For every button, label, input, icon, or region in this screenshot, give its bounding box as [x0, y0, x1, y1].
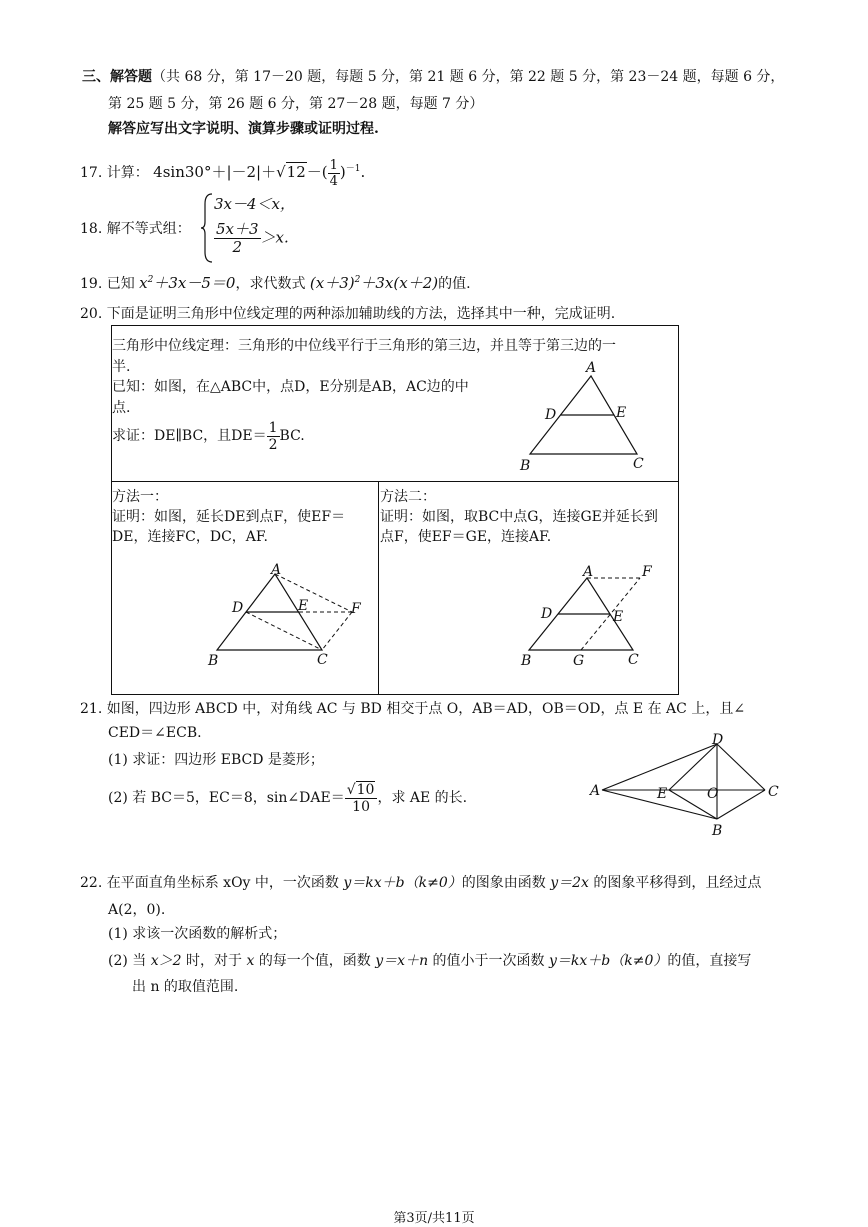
q19-mid: ，求代数式	[235, 276, 306, 292]
section-heading: 三、解答题	[82, 69, 152, 85]
svg-text:F: F	[642, 564, 652, 580]
q22-var-x: x	[246, 953, 255, 969]
q19-pre: 已知	[106, 276, 135, 292]
q20-method1-line2: DE，连接FC，DC，AF.	[112, 529, 268, 545]
q22-function-1: y＝kx＋b（k≠0）	[343, 875, 462, 891]
q18-inequality-1: 3x－4＜x，	[214, 195, 296, 213]
q20-box-divider-h	[111, 481, 678, 482]
q20-number: 20.	[80, 306, 103, 322]
q20-method1-line1: 证明：如图，延长DE到点F，使EF＝	[112, 509, 346, 525]
q22-part1: (1) 求该一次函数的解析式；	[108, 926, 287, 942]
svg-text:D: D	[712, 732, 724, 748]
svg-text:B: B	[521, 653, 532, 669]
q22-line2: A(2，0).	[108, 902, 166, 918]
section-instruction: 解答应写出文字说明、演算步骤或证明过程.	[108, 121, 379, 137]
svg-text:A: A	[586, 360, 597, 376]
q20-method2-line2: 点F，使EF＝GE，连接AF.	[380, 529, 552, 545]
section-heading-line1	[82, 66, 784, 86]
q17-number: 17.	[80, 165, 103, 181]
q21-part2-post: ，求 AE 的长.	[377, 790, 468, 806]
q18-inequality-2: $\frac{5x+3}{2}$ ＞x.	[216, 220, 289, 256]
q19	[80, 272, 471, 293]
q22-line1	[80, 872, 761, 892]
q22-part2-pre: (2) 当	[108, 953, 147, 969]
q20-figure-method2	[515, 560, 665, 672]
q21-number: 21.	[80, 701, 103, 717]
q21-text-2: CED＝∠ECB.	[108, 725, 202, 741]
svg-text:B: B	[712, 823, 723, 839]
svg-text:F: F	[351, 601, 361, 617]
q21-text-1: 如图，四边形 ABCD 中，对角线 AC 与 BD 相交于点 O，AB＝AD，OB＝OD，点 E 在 AC 上，且∠	[106, 701, 746, 717]
q20-prove-pre: 求证：DE∥BC，且DE＝	[112, 428, 267, 444]
q19-post: 的值.	[438, 276, 471, 292]
q22-text-post: 的图象平移得到，且经过点	[593, 875, 762, 891]
q20-theorem-2: 半.	[112, 359, 131, 375]
svg-text:A: A	[271, 562, 282, 578]
q20-theorem-1: 三角形中位线定理：三角形的中位线平行于三角形的第三边，并且等于第三边的一	[112, 338, 616, 354]
page-footer: 第3页/共11页	[393, 1211, 475, 1226]
q22-condition: x＞2	[150, 953, 182, 969]
q20-stem-line	[80, 303, 615, 323]
q19-number: 19.	[80, 276, 103, 292]
q17-expression: 4sin30°＋|－2|＋√12－( $\frac{1}{4}$ )$^{-1}$.	[153, 157, 366, 189]
svg-text:A: A	[583, 564, 594, 580]
svg-text:C: C	[768, 784, 779, 800]
q18-label: 解不等式组：	[106, 221, 191, 237]
q22-text-pre: 在平面直角坐标系 xOy 中，一次函数	[106, 875, 339, 891]
q20-method2-title: 方法二：	[380, 489, 436, 505]
q22-function-3: y＝x＋n	[375, 953, 429, 969]
q19-expression: $(x+3)^2+3x(x+2)$	[309, 274, 439, 292]
q17-label: 计算：	[106, 165, 149, 181]
q20-given-1: 已知：如图，在△ABC中，点D，E分别是AB，AC边的中	[112, 379, 469, 395]
q21-sin-fraction: $\frac{√10}{10}$	[345, 783, 378, 814]
section-score-info-2: 第 25 题 5 分，第 26 题 6 分，第 27－28 题，每题 7 分）	[108, 96, 484, 112]
svg-text:C: C	[628, 652, 639, 668]
q21-part2	[108, 776, 467, 820]
q19-equation: $x^2+3x-5=0$	[139, 274, 236, 292]
q21-part1: (1) 求证：四边形 EBCD 是菱形；	[108, 752, 324, 768]
svg-text:E: E	[657, 786, 668, 802]
q20-half-fraction: $\frac{1}{2}$	[268, 419, 278, 453]
svg-text:D: D	[541, 606, 553, 622]
q22-part2-c: 的值小于一次函数	[432, 953, 545, 969]
svg-text:O: O	[707, 786, 719, 802]
q22-part2-b: 的每一个值，函数	[258, 953, 371, 969]
svg-text:C: C	[633, 456, 644, 472]
q22-text-mid: 的图象由函数	[461, 875, 546, 891]
q21-part2-pre: (2) 若 BC＝5，EC＝8，sin∠DAE＝	[108, 790, 345, 806]
q20-prove	[112, 420, 305, 452]
q22-function-4: y＝kx＋b（k≠0）	[549, 953, 668, 969]
q22-part2-a: 时，对于	[186, 953, 242, 969]
q18	[80, 218, 191, 238]
q18-brace	[200, 192, 214, 264]
svg-text:D: D	[545, 407, 557, 423]
svg-text:C: C	[317, 652, 328, 668]
q20-figure-main	[515, 360, 655, 478]
q20-method1-title: 方法一：	[112, 489, 168, 505]
q22-part2-line2: 出 n 的取值范围.	[132, 979, 239, 995]
q20-method2-line1: 证明：如图，取BC中点G，连接GE并延长到	[380, 509, 658, 525]
q20-stem: 下面是证明三角形中位线定理的两种添加辅助线的方法，选择其中一种，完成证明.	[106, 306, 616, 322]
q21-line1	[80, 698, 745, 718]
svg-text:E: E	[616, 405, 627, 421]
svg-text:E: E	[298, 598, 309, 614]
q22-number: 22.	[80, 875, 103, 891]
svg-text:B: B	[520, 458, 531, 474]
section-score-info: （共 68 分，第 17－20 题，每题 5 分，第 21 题 6 分，第 22 题 5 分，第 23－24 题，每题 6 分，	[152, 69, 785, 85]
q22-function-2: y＝2x	[550, 875, 589, 891]
svg-text:E: E	[613, 609, 624, 625]
svg-text:A: A	[590, 783, 601, 799]
svg-text:B: B	[208, 653, 219, 669]
q20-prove-post: BC.	[279, 428, 305, 444]
q18-number: 18.	[80, 221, 103, 237]
svg-text:G: G	[573, 653, 585, 669]
q22-part2	[108, 950, 751, 970]
svg-text:D: D	[232, 600, 244, 616]
q20-figure-method1	[200, 560, 380, 670]
q20-given-2: 点.	[112, 400, 131, 416]
q17	[80, 151, 365, 187]
q21-figure	[585, 730, 785, 840]
q22-part2-d: 的值，直接写	[667, 953, 752, 969]
